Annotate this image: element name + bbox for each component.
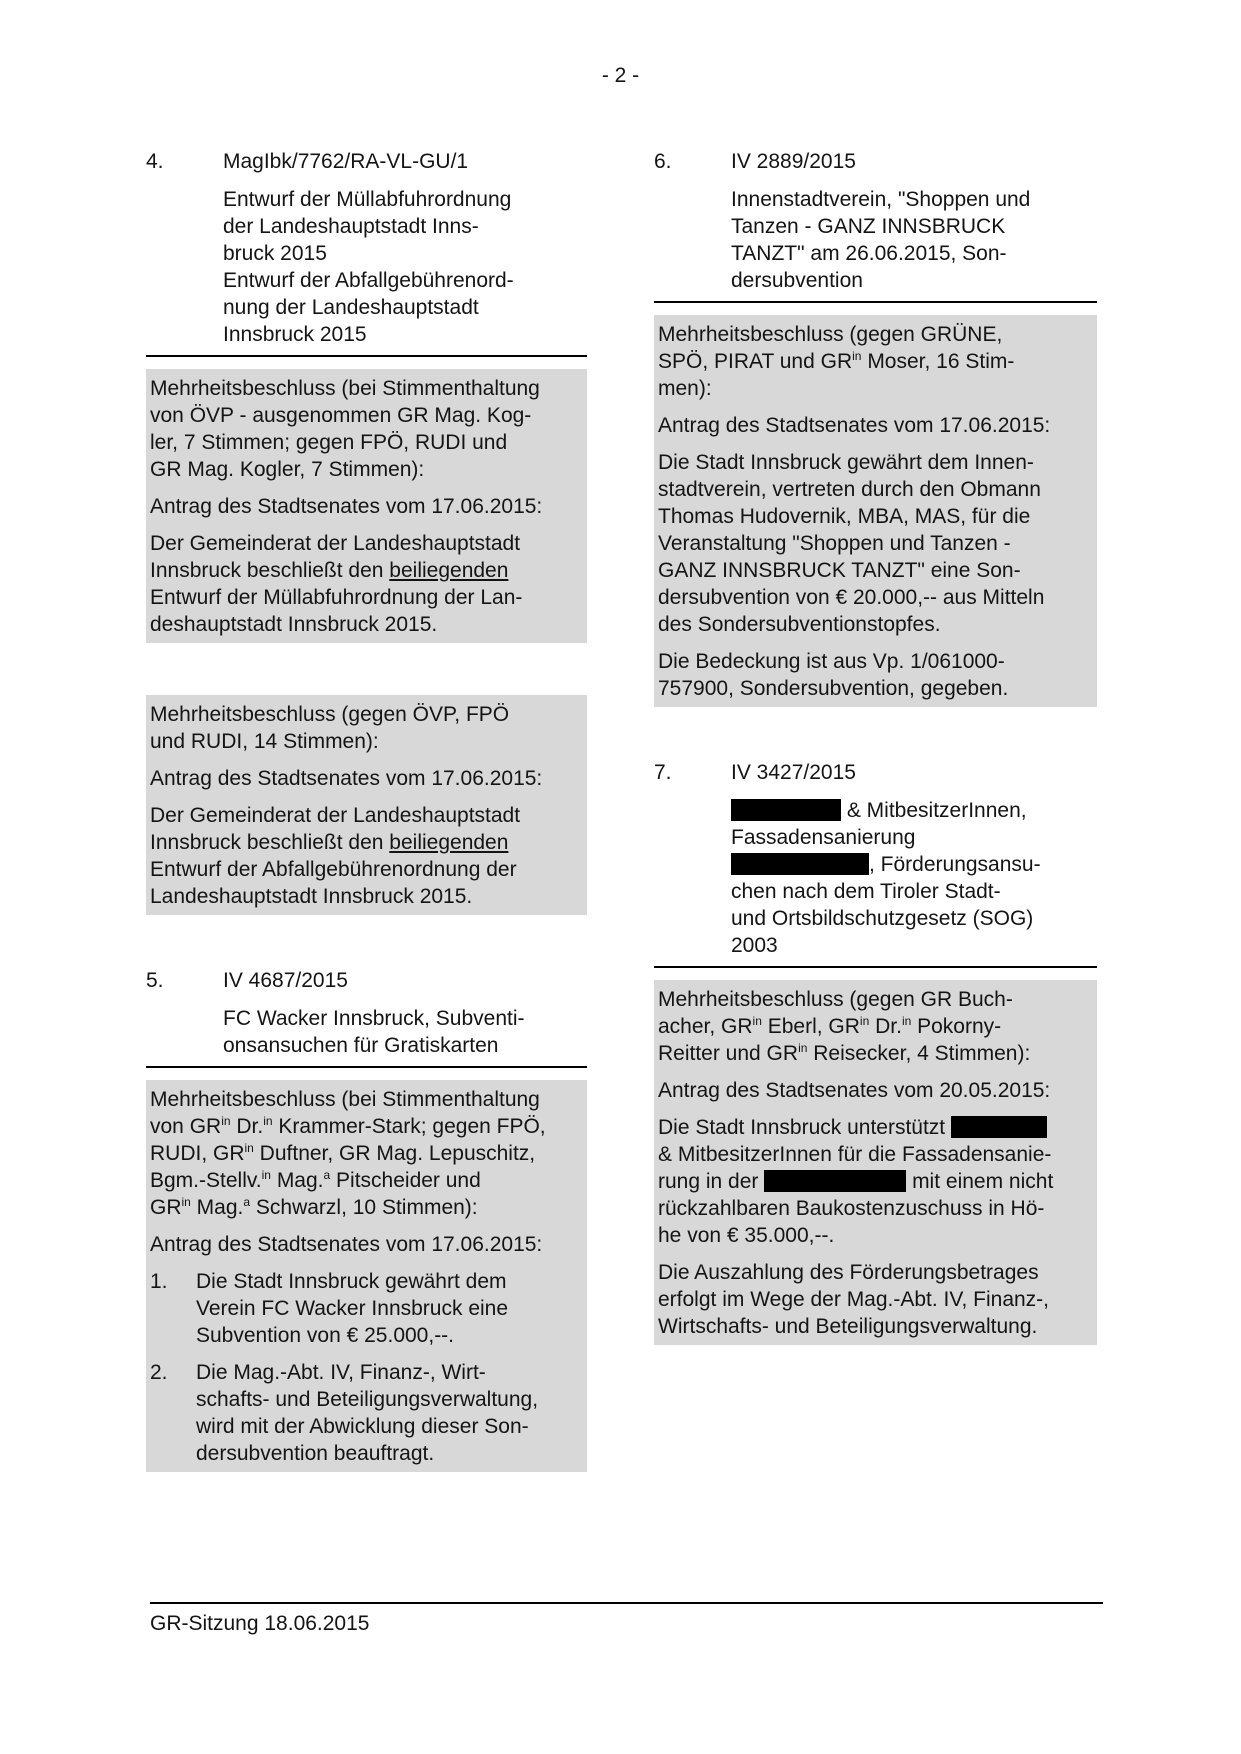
item-number: 5. [146,969,164,992]
item-heading-text [731,759,1097,959]
redaction-bar [731,799,841,821]
paragraph: Der Gemeinderat der Landeshauptstadt Innsbruck beschließt den beiliegenden Entwurf der Müllabfuhrordnung der Lan- deshauptstadt Innsbruck 2015. [150,532,523,636]
decision-block [654,980,1097,1345]
item-reference: IV 2889/2015 [731,150,856,173]
agenda-item [146,967,587,1472]
superscript: in [859,1014,870,1028]
paragraph: Die Bedeckung ist aus Vp. 1/061000- 757900, Sondersubvention, gegeben. [658,650,1009,700]
paragraph: Mehrheitsbeschluss (bei Stimmenthaltung von ÖVP - ausgenommen GR Mag. Kog- ler, 7 Stimmen; gegen FPÖ, RUDI und GR Mag. Kogler, 7 Stimmen): [150,377,540,481]
paragraph: Antrag des Stadtsenates vom 17.06.2015: [150,767,543,790]
paragraph: Mehrheitsbeschluss (bei Stimmenthaltung von $GR^{in}$ Dr.$^{in}$ Krammer-Stark; gegen FPÖ, RUDI, $GR^{in}$ Duftner, GR Mag. Lepuschitz, Bgm.-Stellv.$^{in}$ Mag.$^a$ Pitscheider und $GR^{in}$ Mag.$^a$ Schwarzl, 10 Stimmen): [150,1088,546,1219]
item-reference: IV 4687/2015 [223,969,348,992]
footer-text: GR-Sitzung 18.06.2015 [150,1612,370,1635]
paragraph: Mehrheitsbeschluss (gegen ÖVP, FPÖ und RUDI, 14 Stimmen): [150,703,510,753]
item-heading [146,967,587,1068]
underlined-text: beiliegenden [389,831,509,854]
item-number: 6. [654,150,672,173]
column-left [146,148,587,1472]
paragraph: Die Stadt Innsbruck gewährt dem Innen- stadtverein, vertreten durch den Obmann Thomas Hudovernik, MBA, MAS, für die Veranstaltung "Shoppen und Tanzen - GANZ INNSBRUCK TANZT" eine Son- dersubvention von € 20.000,-- aus Mitteln des Sondersubventionstopfes. [658,451,1045,636]
paragraph: Antrag des Stadtsenates vom 17.06.2015: [150,495,543,518]
item-heading [654,759,1097,968]
redaction-bar [731,853,869,875]
item-reference: MagIbk/7762/RA-VL-GU/1 [223,150,469,173]
list-item-body: Die Stadt Innsbruck gewährt dem Verein FC Wacker Innsbruck eine Subvention von € 25.000,--. [196,1270,509,1347]
item-title: Entwurf der Müllabfuhrordnung der Landeshauptstadt Inns- bruck 2015 Entwurf der Abfallgebührenord- nung der Landeshauptstadt Innsbruck 2015 [223,188,514,346]
superscript: in [752,1014,762,1028]
list-item-number: 2. [150,1361,168,1384]
list-item [150,1268,582,1349]
item-heading-text [223,148,587,348]
superscript: in [244,1141,254,1155]
item-heading-text [731,148,1097,294]
decision-block [146,1080,587,1472]
item-heading [654,148,1097,303]
paragraph: Die Auszahlung des Förderungsbetrages erfolgt im Wege der Mag.-Abt. IV, Finanz-, Wirtschafts- und Beteiligungsverwaltung. [658,1261,1050,1338]
redaction-bar [764,1170,906,1192]
item-heading-text [223,967,587,1059]
superscript: a [323,1168,331,1182]
redaction-bar [951,1116,1047,1138]
item-title: & MitbesitzerInnen, Fassadensanierung , Förderungsansu- chen nach dem Tiroler Stadt- und Ortsbildschutzgesetz (SOG) 2003 [731,799,1041,957]
item-title: FC Wacker Innsbruck, Subventi- onsansuchen für Gratiskarten [223,1007,525,1057]
paragraph: Antrag des Stadtsenates vom 20.05.2015: [658,1079,1051,1102]
superscript: in [221,1114,231,1128]
agenda-item [654,148,1097,707]
item-reference: IV 3427/2015 [731,761,856,784]
item-title: Innenstadtverein, "Shoppen und Tanzen - GANZ INNSBRUCK TANZT" am 26.06.2015, Son- dersubvention [731,188,1031,292]
item-heading [146,148,587,357]
footer [150,1602,1103,1637]
paragraph: Der Gemeinderat der Landeshauptstadt Innsbruck beschließt den beiliegenden Entwurf der Abfallgebührenordnung der Landeshauptstadt Innsbruck 2015. [150,804,521,908]
list-item-number: 1. [150,1270,168,1293]
decision-block [654,315,1097,707]
agenda-item [146,148,587,915]
column-right [654,148,1097,1345]
item-number: 4. [146,150,164,173]
page-number: - 2 - [601,64,640,87]
paragraph: Antrag des Stadtsenates vom 17.06.2015: [150,1233,543,1256]
list-item-body: Die Mag.-Abt. IV, Finanz-, Wirt- schafts- und Beteiligungsverwaltung, wird mit der Abwicklung dieser Son- dersubvention beauftragt. [196,1361,539,1465]
decision-block [146,695,587,915]
superscript: in [798,1041,808,1055]
superscript: in [181,1195,191,1209]
decision-block [146,369,587,643]
superscript: in [261,1168,271,1182]
paragraph: Mehrheitsbeschluss (gegen GRÜNE, SPÖ, PIRAT und $GR^{in}$ Moser, 16 Stim- men): [658,323,1015,400]
superscript: in [852,349,862,363]
superscript: a [243,1195,251,1209]
superscript: in [263,1114,273,1128]
paragraph: Antrag des Stadtsenates vom 17.06.2015: [658,414,1051,437]
agenda-item [654,759,1097,1345]
list-item [150,1359,582,1467]
superscript: in [901,1014,912,1028]
underlined-text: beiliegenden [389,559,509,582]
item-number: 7. [654,761,672,784]
paragraph: Mehrheitsbeschluss (gegen GR Buch- acher, $GR^{in}$ Eberl, $GR^{in}$ Dr.$^{in}$ Pokorny- Reitter und $GR^{in}$ Reisecker, 4 Stimmen): [658,988,1031,1065]
paragraph: Die Stadt Innsbruck unterstützt & MitbesitzerInnen für die Fassadensanie- rung in der mit einem nicht rückzahlbaren Baukostenzuschuss in Hö- he von € 35.000,--. [658,1116,1054,1247]
